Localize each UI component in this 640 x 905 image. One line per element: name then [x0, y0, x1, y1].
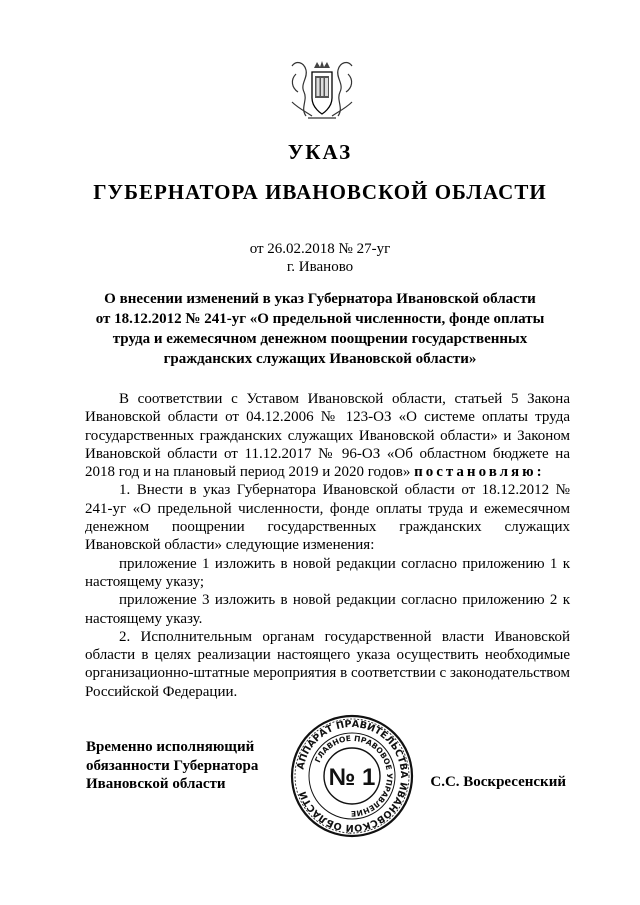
city-name: г. Иваново	[286, 259, 354, 275]
seal-ring-text: АППАРАТ ПРАВИТЕЛЬСТВА ИВАНОВСКОЙ ОБЛАСТИ	[295, 718, 410, 834]
decree-keyword: постановляю:	[414, 464, 545, 481]
clause-1-paragraph: 1. Внести в указ Губернатора Ивановской области от 18.12.2012 № 241-уг «О предельной численности, фонде оплаты труда и ежемесячном денежном поощрении государственных гражданских служащих Ивановской области» следующие изменения:	[85, 482, 570, 554]
annex-1-paragraph: приложение 1 изложить в новой редакции согласно приложению 1 к настоящему указу;	[85, 555, 570, 590]
clause-2-paragraph: 2. Исполнительным органам государственной власти Ивановской области в целях реализации настоящего указа осуществить необходимые организационно-штатные мероприятия в соответствии с законодательством Российской Федерации.	[85, 628, 570, 700]
signatory-position-line: обязанности Губернатора	[86, 757, 259, 774]
date-and-number: от 26.02.2018 № 27-уг	[249, 241, 391, 257]
annex-3-paragraph: приложение 3 изложить в новой редакции согласно приложению 2 к настоящему указу.	[85, 592, 570, 627]
issuer-title: ГУБЕРНАТОРА ИВАНОВСКОЙ ОБЛАСТИ	[93, 180, 547, 204]
coat-of-arms-emblem	[286, 58, 358, 122]
preamble-text: В соответствии с Уставом Ивановской области, статьей 5 Закона Ивановской области от 04.12.2006 № 123-ОЗ «О системе оплаты труда государственных гражданских служащих Ивановской области» и Законом Ивановской области от 11.12.2017 № 96-ОЗ «Об областном бюджете на 2018 год и на плановый период 2019 и 2020 годов»	[85, 391, 570, 481]
document-type-title: УКАЗ	[287, 140, 353, 164]
signatory-name: С.С. Воскресенский	[430, 774, 566, 790]
signatory-position-line: Ивановской области	[86, 776, 226, 792]
heading-line: гражданских служащих Ивановской области»	[163, 351, 477, 367]
heading-line: О внесении изменений в указ Губернатора Ивановской области	[104, 291, 536, 307]
seal-number: № 1	[328, 764, 376, 791]
signatory-position-line: Временно исполняющий	[86, 739, 255, 755]
heading-line: труда и ежемесячном денежном поощрении государственных	[112, 331, 528, 347]
decree-body	[85, 390, 570, 701]
seal-inner-text: ГЛАВНОЕ ПРАВОВОЕ УПРАВЛЕНИЕ	[313, 733, 395, 819]
heading-line: от 18.12.2012 № 241-уг «О предельной численности, фонде оплаты	[95, 311, 545, 327]
official-seal	[289, 713, 415, 839]
signatory-position	[86, 738, 258, 794]
preamble-paragraph	[85, 390, 570, 481]
decree-heading	[0, 289, 640, 369]
